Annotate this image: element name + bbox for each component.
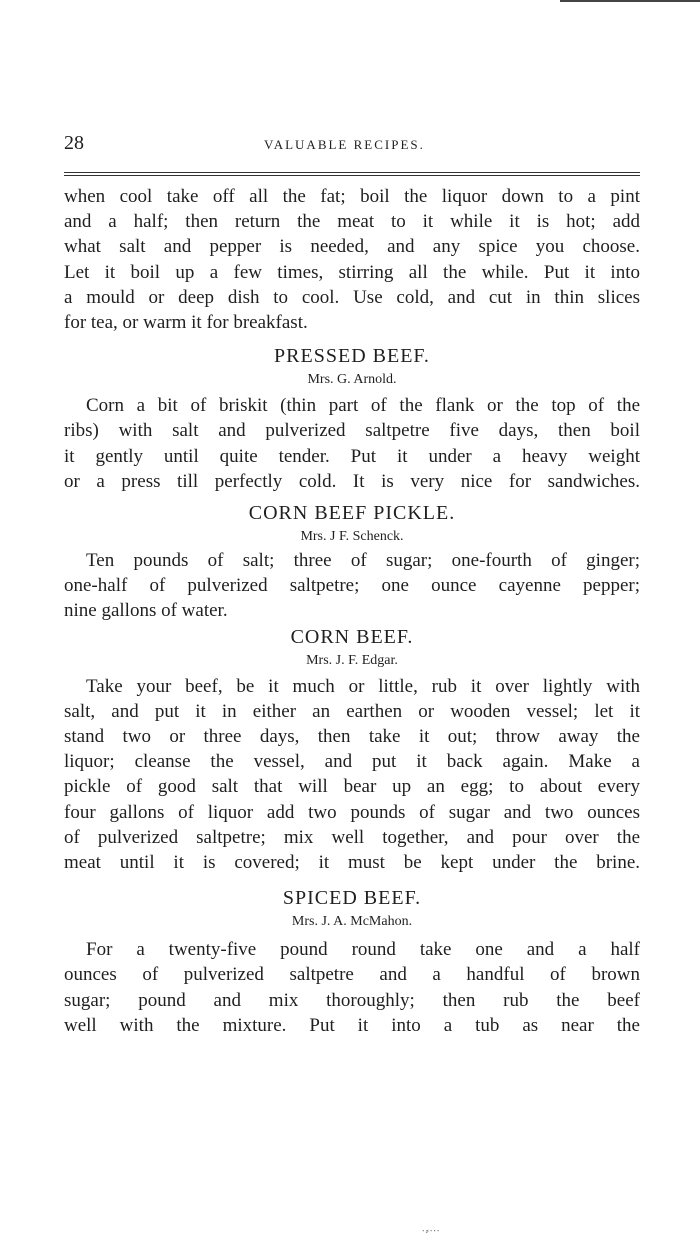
text-line: For a twenty-five pound round take one and a half xyxy=(86,939,640,961)
text-line: sugar; pound and mix thoroughly; then rub the beef xyxy=(64,989,640,1011)
intro-paragraph xyxy=(64,184,640,335)
text-line: it gently until quite tender. Put it under a heavy weight xyxy=(64,445,640,467)
recipe-author: Mrs. G. Arnold. xyxy=(307,372,397,388)
header-rule-double xyxy=(64,175,640,176)
top-rule xyxy=(560,0,700,2)
text-line: ounces of pulverized saltpetre and a handful of brown xyxy=(64,964,640,986)
recipe-author: Mrs. J. A. McMahon. xyxy=(291,914,413,930)
text-line: or a press till perfectly cold. It is very nice for sandwiches. xyxy=(64,470,640,492)
text-line: Let it boil up a few times, stirring all the while. Put it into xyxy=(64,261,640,283)
header-rule xyxy=(64,172,640,173)
recipe-title: SPICED BEEF. xyxy=(282,887,422,910)
text-line: Corn a bit of briskit (thin part of the flank or the top of the xyxy=(86,395,640,417)
text-line: and a half; then return the meat to it while it is hot; add xyxy=(64,211,640,233)
text-line: pickle of good salt that will bear up an egg; to about every xyxy=(64,776,640,798)
text-line: ribs) with salt and pulverized saltpetre five days, then boil xyxy=(64,420,640,442)
text-line: when cool take off all the fat; boil the liquor down to a pint xyxy=(64,186,640,207)
text-line: nine gallons of water. xyxy=(64,600,228,622)
text-line: four gallons of liquor add two pounds of sugar and two ounces xyxy=(64,801,640,823)
text-line: of pulverized saltpetre; mix well together, and pour over the xyxy=(64,826,640,848)
text-line: for tea, or warm it for breakfast. xyxy=(64,312,308,334)
text-line: meat until it is covered; it must be kept under the brine. xyxy=(64,852,640,874)
running-head: VALUABLE RECIPES. xyxy=(264,137,425,152)
recipe-author: Mrs. J F. Schenck. xyxy=(300,529,404,545)
text-line: salt, and put it in either an earthen or wooden vessel; let it xyxy=(64,700,640,722)
text-line: a mould or deep dish to cool. Use cold, and cut in thin slices xyxy=(64,286,640,308)
text-line: well with the mixture. Put it into a tub as near the xyxy=(64,1014,640,1036)
text-line: liquor; cleanse the vessel, and put it back again. Make a xyxy=(64,751,640,773)
recipe-corn-beef xyxy=(64,624,640,876)
page-header xyxy=(64,132,640,158)
text-line: Take your beef, be it much or little, rub it over lightly with xyxy=(86,675,640,697)
page-number: 28 xyxy=(64,132,84,154)
text-line: what salt and pepper is needed, and any spice you choose. xyxy=(64,236,640,258)
recipe-title: CORN BEEF. xyxy=(290,625,414,648)
recipe-corn-beef-pickle xyxy=(64,500,640,624)
recipe-title: PRESSED BEEF. xyxy=(274,345,430,368)
decorative-ornament: ∙⸗∙∙∙ xyxy=(422,1226,441,1237)
page-content xyxy=(64,184,640,1038)
text-line: Ten pounds of salt; three of sugar; one-fourth of ginger; xyxy=(86,550,640,572)
recipe-pressed-beef xyxy=(64,343,640,494)
recipe-author: Mrs. J. F. Edgar. xyxy=(306,652,398,668)
recipe-title: CORN BEEF PICKLE. xyxy=(248,502,456,525)
text-line: one-half of pulverized saltpetre; one ounce cayenne pepper; xyxy=(64,575,640,597)
recipe-spiced-beef xyxy=(64,885,640,1038)
text-line: stand two or three days, then take it out; throw away the xyxy=(64,726,640,748)
